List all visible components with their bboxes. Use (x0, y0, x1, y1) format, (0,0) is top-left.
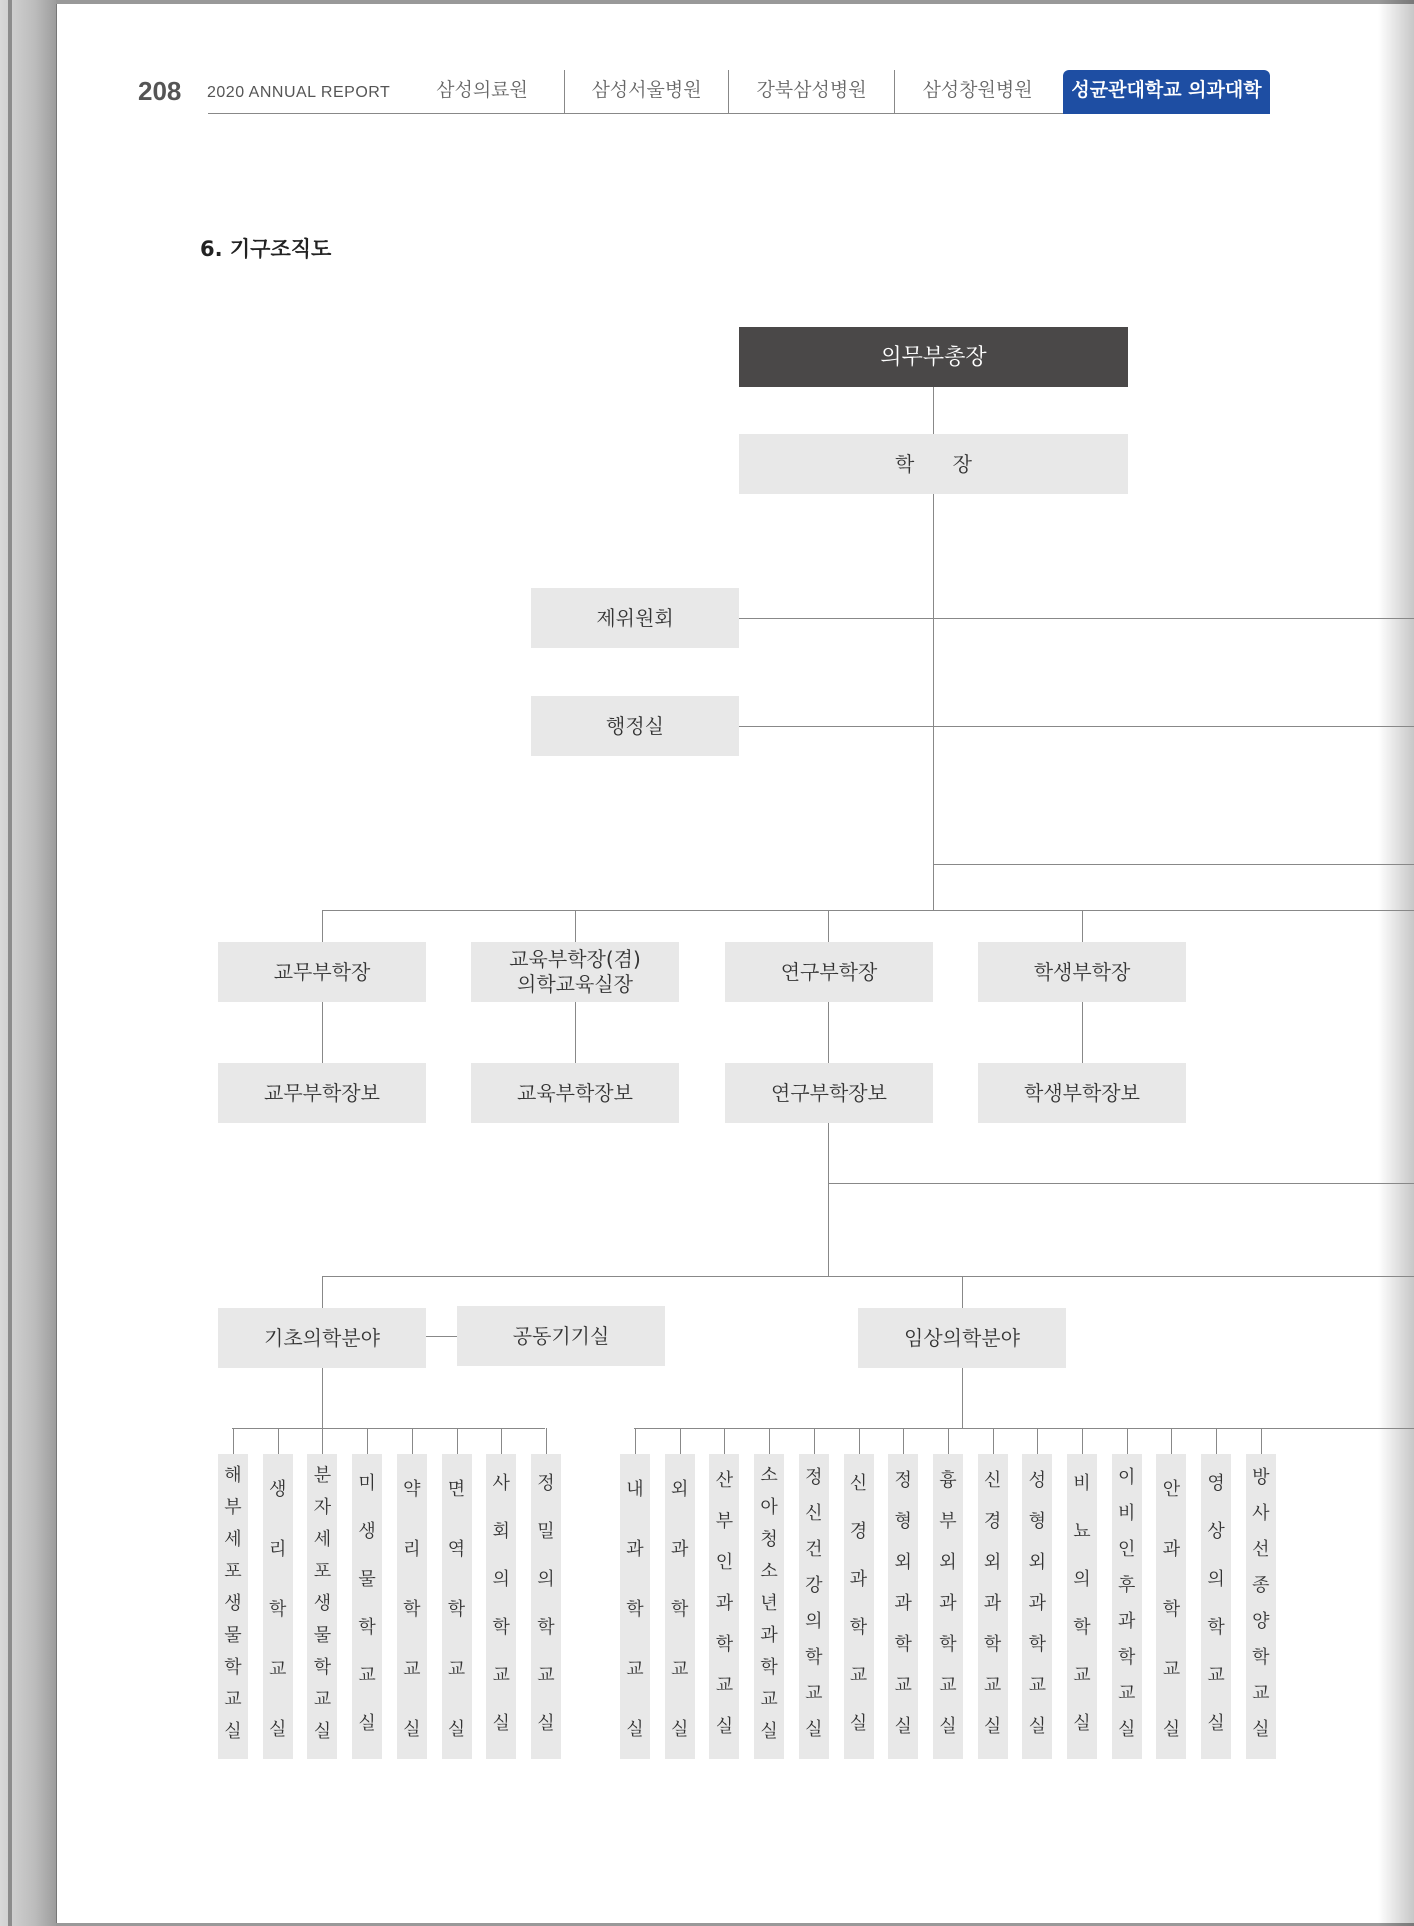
basic-department-8 (531, 1454, 561, 1759)
basic-department-1-char: 포 (224, 1561, 242, 1582)
clinical-department-14-char: 상 (1207, 1521, 1225, 1542)
clinical-department-10-char: 학 (1028, 1634, 1046, 1655)
clinical-department-9-char: 신 (983, 1470, 1002, 1491)
line-vd1-asst (322, 1002, 323, 1063)
basic-department-tick (278, 1428, 279, 1454)
shared-lab-box: 공동기기실 (457, 1306, 665, 1366)
clinical-department-13-char: 과 (1162, 1539, 1181, 1560)
basic-department-1-char: 교 (224, 1689, 242, 1710)
basic-department-7-char: 교 (492, 1665, 510, 1686)
clinical-department-7-char: 형 (894, 1511, 912, 1532)
clinical-department-3 (709, 1454, 739, 1759)
line-branch-right (933, 864, 1414, 865)
basic-department-3-char: 물 (313, 1625, 332, 1646)
clinical-department-5-char: 신 (805, 1503, 823, 1524)
clinical-department-4-char: 실 (760, 1721, 778, 1742)
admin-office-box: 행정실 (531, 696, 739, 756)
clinical-department-2-char: 실 (670, 1719, 689, 1740)
tab-skku-medicine[interactable]: 성균관대학교 의과대학 (1063, 70, 1270, 114)
clinical-department-14 (1201, 1454, 1231, 1759)
basic-department-3-char: 분 (313, 1465, 332, 1486)
clinical-department-14-char: 학 (1207, 1617, 1225, 1638)
clinical-department-3-char: 부 (715, 1511, 734, 1532)
clinical-department-8-char: 흉 (939, 1470, 957, 1491)
line-basic-shared (426, 1336, 457, 1337)
clinical-department-8-char: 실 (939, 1716, 957, 1737)
line-vd2 (575, 910, 576, 942)
clinical-department-1 (620, 1454, 650, 1759)
basic-department-4-char: 교 (358, 1665, 376, 1686)
basic-department-tick (367, 1428, 368, 1454)
clinical-department-6-char: 학 (849, 1617, 868, 1638)
clinical-department-12-char: 교 (1117, 1683, 1136, 1704)
line-clinical-depts-bus (634, 1428, 1414, 1429)
clinical-department-9-char: 교 (983, 1675, 1002, 1696)
basic-department-tick (233, 1428, 234, 1454)
line-research-down (828, 1123, 829, 1276)
clinical-department-7 (888, 1454, 918, 1759)
clinical-department-5-char: 학 (805, 1647, 823, 1668)
clinical-department-9-char: 실 (983, 1716, 1002, 1737)
clinical-department-1-char: 학 (626, 1599, 644, 1620)
clinical-department-tick (948, 1428, 949, 1454)
clinical-department-9-char: 외 (983, 1552, 1002, 1573)
basic-department-3-char: 생 (313, 1593, 332, 1614)
clinical-department-12-char: 비 (1117, 1503, 1136, 1524)
line-vd4 (1082, 910, 1083, 942)
clinical-department-7-char: 실 (894, 1716, 912, 1737)
basic-department-5 (397, 1454, 427, 1759)
spine-edge (8, 0, 12, 1926)
basic-department-4-char: 물 (358, 1569, 376, 1590)
basic-department-7-char: 사 (492, 1473, 510, 1494)
basic-department-5-char: 학 (403, 1599, 421, 1620)
line-research-branch (828, 1183, 1414, 1184)
clinical-department-tick (1261, 1428, 1262, 1454)
basic-department-7 (486, 1454, 516, 1759)
basic-department-3-char: 세 (313, 1529, 332, 1550)
line-admin (739, 726, 1414, 727)
education-assistant-box: 교육부학장보 (471, 1063, 679, 1123)
clinical-department-15-char: 교 (1252, 1683, 1270, 1704)
basic-department-tick (322, 1428, 323, 1454)
clinical-department-9-char: 과 (983, 1593, 1002, 1614)
committee-box: 제위원회 (531, 588, 739, 648)
line-vp-dean (933, 387, 934, 434)
line-dean-down (933, 494, 934, 911)
basic-department-6-char: 교 (447, 1659, 466, 1680)
basic-department-6-char: 역 (447, 1539, 466, 1560)
clinical-department-10-char: 과 (1028, 1593, 1046, 1614)
clinical-department-11-char: 의 (1073, 1569, 1091, 1590)
basic-department-3-char: 포 (313, 1561, 332, 1582)
basic-department-3 (307, 1454, 337, 1759)
line-basic (322, 1276, 323, 1308)
basic-department-5-char: 실 (403, 1719, 421, 1740)
basic-department-2 (263, 1454, 293, 1759)
clinical-department-10-char: 외 (1028, 1552, 1046, 1573)
clinical-department-2-char: 과 (670, 1539, 689, 1560)
clinical-department-11-char: 교 (1073, 1665, 1091, 1686)
basic-department-3-char: 학 (313, 1657, 332, 1678)
clinical-department-5-char: 의 (805, 1611, 823, 1632)
section-title: 6. 기구조직도 (200, 237, 332, 261)
basic-department-5-char: 약 (403, 1479, 421, 1500)
clinical-department-tick (814, 1428, 815, 1454)
clinical-department-10-char: 교 (1028, 1675, 1046, 1696)
clinical-department-9-char: 학 (983, 1634, 1002, 1655)
research-assistant-box: 연구부학장보 (725, 1063, 933, 1123)
basic-department-tick (501, 1428, 502, 1454)
clinical-department-13-char: 실 (1162, 1719, 1181, 1740)
clinical-department-12-char: 학 (1117, 1647, 1136, 1668)
basic-department-7-char: 회 (492, 1521, 510, 1542)
basic-department-8-char: 밀 (537, 1521, 555, 1542)
clinical-department-15-char: 양 (1252, 1611, 1270, 1632)
basic-department-tick (546, 1428, 547, 1454)
basic-department-3-char: 교 (313, 1689, 332, 1710)
clinical-department-tick (993, 1428, 994, 1454)
clinical-department-3-char: 산 (715, 1470, 734, 1491)
clinical-department-7-char: 과 (894, 1593, 912, 1614)
clinical-department-9 (978, 1454, 1008, 1759)
basic-department-8-char: 정 (537, 1473, 555, 1494)
clinical-department-4-char: 아 (760, 1497, 778, 1518)
clinical-department-10-char: 성 (1028, 1470, 1046, 1491)
clinical-department-tick (680, 1428, 681, 1454)
clinical-department-9-char: 경 (983, 1511, 1002, 1532)
basic-department-7-char: 실 (492, 1713, 510, 1734)
clinical-department-15 (1246, 1454, 1276, 1759)
basic-department-4-char: 미 (358, 1473, 376, 1494)
basic-department-4-char: 생 (358, 1521, 376, 1542)
clinical-department-4-char: 년 (760, 1593, 778, 1614)
clinical-department-10-char: 형 (1028, 1511, 1046, 1532)
basic-department-5-char: 리 (403, 1539, 421, 1560)
basic-department-1-char: 세 (224, 1529, 242, 1550)
basic-department-2-char: 학 (268, 1599, 287, 1620)
clinical-department-8-char: 교 (939, 1675, 957, 1696)
clinical-department-tick (859, 1428, 860, 1454)
basic-department-2-char: 교 (268, 1659, 287, 1680)
tab-samsung-medical-center[interactable]: 삼성의료원 (436, 79, 528, 101)
clinical-department-4-char: 과 (760, 1625, 778, 1646)
vice-president-box: 의무부총장 (739, 327, 1128, 387)
student-vice-dean-box: 학생부학장 (978, 942, 1186, 1002)
basic-department-tick (457, 1428, 458, 1454)
line-vd2-asst (575, 1002, 576, 1063)
clinical-department-7-char: 학 (894, 1634, 912, 1655)
clinical-department-tick (724, 1428, 725, 1454)
basic-department-1 (218, 1454, 248, 1759)
clinical-department-14-char: 교 (1207, 1665, 1225, 1686)
clinical-department-7-char: 교 (894, 1675, 912, 1696)
tab-samsung-seoul-hospital[interactable]: 삼성서울병원 (564, 70, 728, 114)
line-basic-depts-bus (232, 1428, 545, 1429)
clinical-department-10 (1022, 1454, 1052, 1759)
basic-department-5-char: 교 (403, 1659, 421, 1680)
clinical-department-8-char: 외 (939, 1552, 957, 1573)
clinical-department-6-char: 신 (849, 1473, 868, 1494)
clinical-department-4-char: 소 (760, 1465, 778, 1486)
line-fields-bus (322, 1276, 1414, 1277)
basic-department-2-char: 리 (268, 1539, 287, 1560)
clinical-department-6-char: 교 (849, 1665, 868, 1686)
basic-department-4-char: 학 (358, 1617, 376, 1638)
clinical-department-10-char: 실 (1028, 1716, 1046, 1737)
clinical-department-4-char: 학 (760, 1657, 778, 1678)
clinical-department-11-char: 실 (1073, 1713, 1091, 1734)
clinical-department-8 (933, 1454, 963, 1759)
tab-kangbuk-samsung-hospital[interactable]: 강북삼성병원 (728, 70, 894, 114)
clinical-department-12-char: 과 (1117, 1611, 1136, 1632)
clinical-department-3-char: 실 (715, 1716, 734, 1737)
clinical-department-13-char: 학 (1162, 1599, 1181, 1620)
basic-department-6 (442, 1454, 472, 1759)
report-title: 2020 ANNUAL REPORT (207, 84, 391, 101)
clinical-department-7-char: 외 (894, 1552, 912, 1573)
page-number: 208 (138, 76, 182, 106)
clinical-department-6 (844, 1454, 874, 1759)
line-vice-deans-bus (322, 910, 1414, 911)
basic-department-1-char: 생 (224, 1593, 242, 1614)
clinical-department-8-char: 과 (939, 1593, 957, 1614)
basic-department-1-char: 부 (224, 1497, 242, 1518)
clinical-department-14-char: 의 (1207, 1569, 1225, 1590)
basic-department-2-char: 실 (268, 1719, 287, 1740)
basic-department-8-char: 실 (537, 1713, 555, 1734)
clinical-department-5-char: 정 (805, 1467, 823, 1488)
clinical-department-5-char: 강 (805, 1575, 823, 1596)
clinical-department-8-char: 부 (939, 1511, 957, 1532)
clinical-department-6-char: 경 (849, 1521, 868, 1542)
basic-department-8-char: 교 (537, 1665, 555, 1686)
clinical-department-15-char: 종 (1252, 1575, 1270, 1596)
clinical-department-tick (1037, 1428, 1038, 1454)
clinical-department-tick (1216, 1428, 1217, 1454)
clinical-department-1-char: 과 (626, 1539, 644, 1560)
clinical-department-15-char: 방 (1252, 1467, 1270, 1488)
clinical-department-14-char: 실 (1207, 1713, 1225, 1734)
basic-department-8-char: 의 (537, 1569, 555, 1590)
clinical-department-13-char: 교 (1162, 1659, 1181, 1680)
basic-department-1-char: 학 (224, 1657, 242, 1678)
right-shadow (1378, 0, 1414, 1926)
clinical-department-2-char: 교 (670, 1659, 689, 1680)
clinical-department-2-char: 외 (670, 1479, 689, 1500)
basic-department-3-char: 자 (313, 1497, 332, 1518)
academic-assistant-box: 교무부학장보 (218, 1063, 426, 1123)
basic-department-1-char: 실 (224, 1721, 242, 1742)
clinical-department-15-char: 사 (1252, 1503, 1270, 1524)
clinical-department-4-char: 소 (760, 1561, 778, 1582)
line-vd4-asst (1082, 1002, 1083, 1063)
clinical-department-6-char: 과 (849, 1569, 868, 1590)
clinical-department-5-char: 교 (805, 1683, 823, 1704)
clinical-department-11-char: 비 (1073, 1473, 1091, 1494)
basic-department-4-char: 실 (358, 1713, 376, 1734)
line-vd3 (828, 910, 829, 942)
clinical-department-11-char: 학 (1073, 1617, 1091, 1638)
line-committee (739, 618, 1414, 619)
clinical-department-tick (769, 1428, 770, 1454)
clinical-department-tick (903, 1428, 904, 1454)
clinical-department-5 (799, 1454, 829, 1759)
clinical-department-tick (1127, 1428, 1128, 1454)
clinical-department-14-char: 영 (1207, 1473, 1225, 1494)
clinical-department-12 (1112, 1454, 1142, 1759)
clinical-department-3-char: 인 (715, 1552, 734, 1573)
basic-department-6-char: 면 (447, 1479, 466, 1500)
line-clinical (962, 1276, 963, 1308)
clinical-department-12-char: 후 (1117, 1575, 1136, 1596)
basic-department-6-char: 학 (447, 1599, 466, 1620)
top-edge (56, 0, 1414, 4)
basic-medicine-box: 기초의학분야 (218, 1308, 426, 1368)
clinical-department-3-char: 과 (715, 1593, 734, 1614)
clinical-department-3-char: 학 (715, 1634, 734, 1655)
line-clinical-down (962, 1368, 963, 1428)
basic-department-7-char: 학 (492, 1617, 510, 1638)
clinical-department-4-char: 교 (760, 1689, 778, 1710)
clinical-department-12-char: 인 (1117, 1539, 1136, 1560)
clinical-department-6-char: 실 (849, 1713, 868, 1734)
clinical-department-15-char: 학 (1252, 1647, 1270, 1668)
line-vd3-asst (828, 1002, 829, 1063)
clinical-department-1-char: 내 (626, 1479, 644, 1500)
basic-department-4 (352, 1454, 382, 1759)
academic-vice-dean-box: 교무부학장 (218, 942, 426, 1002)
student-assistant-box: 학생부학장보 (978, 1063, 1186, 1123)
basic-department-7-char: 의 (492, 1569, 510, 1590)
clinical-department-tick (1171, 1428, 1172, 1454)
clinical-department-2-char: 학 (670, 1599, 689, 1620)
clinical-department-8-char: 학 (939, 1634, 957, 1655)
clinical-department-1-char: 실 (626, 1719, 644, 1740)
research-vice-dean-box: 연구부학장 (725, 942, 933, 1002)
basic-department-2-char: 생 (268, 1479, 287, 1500)
clinical-department-tick (1082, 1428, 1083, 1454)
clinical-department-3-char: 교 (715, 1675, 734, 1696)
clinical-department-tick (635, 1428, 636, 1454)
clinical-medicine-box: 임상의학분야 (858, 1308, 1066, 1368)
basic-department-3-char: 실 (313, 1721, 332, 1742)
clinical-department-13 (1156, 1454, 1186, 1759)
basic-department-tick (412, 1428, 413, 1454)
dean-box: 학 장 (739, 434, 1128, 494)
basic-department-1-char: 물 (224, 1625, 242, 1646)
clinical-department-4 (754, 1454, 784, 1759)
clinical-department-11-char: 뇨 (1073, 1521, 1091, 1542)
clinical-department-13-char: 안 (1162, 1479, 1181, 1500)
clinical-department-2 (665, 1454, 695, 1759)
clinical-department-5-char: 건 (805, 1539, 823, 1560)
clinical-department-15-char: 실 (1252, 1719, 1270, 1740)
clinical-department-1-char: 교 (626, 1659, 644, 1680)
clinical-department-4-char: 청 (760, 1529, 778, 1550)
clinical-department-5-char: 실 (805, 1719, 823, 1740)
clinical-department-15-char: 선 (1252, 1539, 1270, 1560)
clinical-department-12-char: 이 (1117, 1467, 1136, 1488)
clinical-department-7-char: 정 (894, 1470, 912, 1491)
clinical-department-12-char: 실 (1117, 1719, 1136, 1740)
clinical-department-11 (1067, 1454, 1097, 1759)
basic-department-6-char: 실 (447, 1719, 466, 1740)
tab-samsung-changwon-hospital[interactable]: 삼성창원병원 (894, 70, 1060, 114)
basic-department-1-char: 해 (224, 1465, 242, 1486)
line-vd1 (322, 910, 323, 942)
basic-department-8-char: 학 (537, 1617, 555, 1638)
education-vice-dean-box: 교육부학장(겸) 의학교육실장 (471, 942, 679, 1002)
